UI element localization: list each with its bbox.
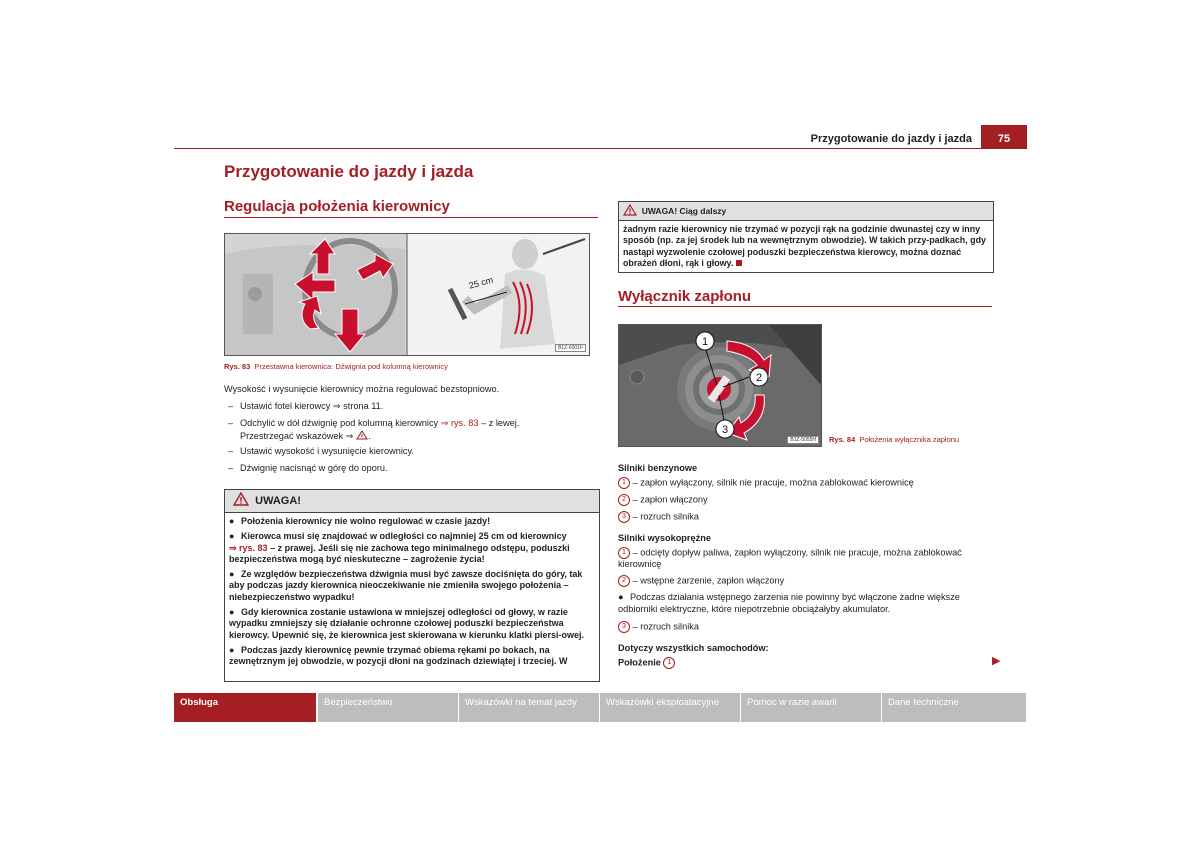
- dash: –: [228, 418, 234, 428]
- list-item-text: – rozruch silnika: [632, 621, 699, 632]
- step-text-part: Przestrzegać wskazówek ⇒: [240, 430, 356, 441]
- caption-text: Przestawna kierownica: Dźwignia pod kolumną kierownicy: [254, 362, 448, 371]
- list-item: [618, 621, 998, 633]
- section-rule: [224, 217, 598, 218]
- list-item-text: – zapłon włączony: [632, 494, 708, 505]
- warning-bullet-text: – z prawej. Jeśli się nie zachowa tego minimalnego odstępu, poduszki bezpieczeństwa mogą być nieskuteczne – zagrożenie życia!: [229, 542, 570, 564]
- warning-title: UWAGA!: [255, 495, 301, 507]
- footer-tab-pomoc[interactable]: Pomoc w razie awarii: [741, 693, 881, 722]
- step-text: Ustawić wysokość i wysunięcie kierownicy.: [240, 446, 414, 456]
- list-item: [618, 547, 996, 571]
- running-title: Przygotowanie do jazdy i jazda: [810, 133, 972, 145]
- list-item: [618, 511, 998, 523]
- page-number: 75: [981, 125, 1027, 149]
- step-text: Dźwignię nacisnąć w górę do oporu.: [240, 463, 388, 473]
- figure-link[interactable]: ⇒ rys. 83: [440, 418, 479, 428]
- caption-label: Rys. 83: [224, 362, 251, 371]
- warning-bullet-text: Gdy kierownica zostanie ustawiona w mniejszej odległości od głowy, w razie wypadku zmniejszy się działanie ochronne czołowej poduszki bezpieczeństwa kierowcy. Upewnić się, że kierownica jest skierowana w kierunku klatki piersi-owej.: [229, 607, 584, 640]
- figure-caption-84: [829, 435, 959, 444]
- footer-tab-obsluga[interactable]: Obsługa: [174, 693, 316, 722]
- dash: –: [228, 446, 234, 456]
- figure-ignition-switch: [618, 324, 822, 447]
- warning-header: [225, 490, 599, 513]
- steering-illustration: [225, 234, 589, 355]
- ignition-illustration: [619, 325, 821, 446]
- warning-text: żadnym razie kierownicy nie trzymać w pozycji rąk na godzinie dwunastej czy w inny sposób (np. za jej środek lub na wewnętrznym obwodzie). W takich przy-padkach, gdy nastąpi wyzwolenie czołowej poduszki bezpieczeństwa kierowcy, można doznać obrażeń dłoni, rąk i głowy.: [623, 224, 986, 269]
- position-badge: 3: [618, 511, 630, 523]
- list-item-text: – odcięty dopływ paliwa, zapłon wyłączony, silnik nie pracuje, można zablokować kierownicę: [618, 547, 962, 569]
- position-line: [618, 657, 998, 669]
- warning-continued-box: [618, 201, 994, 273]
- marker-2: 2: [755, 372, 763, 384]
- figure-caption-83: [224, 362, 448, 371]
- position-badge: 2: [618, 494, 630, 506]
- dash: –: [228, 401, 234, 411]
- caption-text: Położenia wyłącznika zapłonu: [859, 435, 960, 444]
- warning-bullet: ● Gdy kierownica zostanie ustawiona w mniejszej odległości od głowy, w razie wypadku zmniejszy się działanie ochronne czołowej poduszki bezpieczeństwa kierowcy. Upewnić się, że kierownica jest skierowana w kierunku klatki piersi-owej.: [229, 607, 584, 640]
- marker-3: 3: [721, 424, 729, 436]
- list-item-text: – wstępne żarzenie, zapłon włączony: [632, 575, 785, 586]
- list-item-text: – zapłon wyłączony, silnik nie pracuje, można zablokować kierownicę: [632, 477, 914, 488]
- continue-arrow-icon[interactable]: ▶: [992, 655, 1001, 667]
- glow-note: ● Podczas działania wstępnego żarzenia nie powinny być włączone żadne większe odbiorniki elektryczne, które niepotrzebnie obciążałyby akumulator.: [618, 592, 960, 614]
- glow-note-text: Podczas działania wstępnego żarzenia nie powinny być włączone żadne większe odbiorniki elektryczne, które niepotrzebnie obciążałyby akumulator.: [618, 592, 960, 614]
- warning-bullet-text: Podczas jazdy kierownicę pewnie trzymać obiema rękami po bokach, na zewnętrznym jej obwodzie, w pozycji dłoni na godzinach dziewiątej i trzeciej. W: [229, 644, 568, 667]
- marker-1: 1: [701, 336, 709, 348]
- position-badge: 1: [618, 477, 630, 489]
- header-rule: [174, 148, 1026, 149]
- position-badge: 1: [618, 547, 630, 559]
- list-item: [618, 494, 998, 506]
- step-text-part: .: [367, 430, 371, 441]
- page-title: Przygotowanie do jazdy i jazda: [224, 162, 474, 181]
- warning-title: UWAGA! Ciąg dalszy: [641, 206, 727, 216]
- list-item: [618, 477, 998, 489]
- position-badge: 1: [663, 657, 675, 669]
- warning-bullet: ● Kierowca musi się znajdować w odległości co najmniej 25 cm od kierownicy ⇒ rys. 83 – z prawej. Jeśli się nie zachowa tego minimalnego odstępu, poduszki bezpieczeństwa mogą być nieskuteczne – zagrożenie życia!: [229, 531, 570, 564]
- step-item: [228, 418, 588, 442]
- section-title-steering: Regulacja położenia kierownicy: [224, 198, 450, 215]
- list-item: [618, 575, 998, 587]
- position-label: Położenie: [618, 657, 661, 668]
- footer-tab-wskazowki-eksploatacyjne[interactable]: Wskazówki eksploatacyjne: [600, 693, 740, 722]
- footer-tab-bezpieczenstwo[interactable]: Bezpieczeństwo: [318, 693, 458, 722]
- step-text-part: – z lewej.: [478, 418, 520, 428]
- all-cars-title: Dotyczy wszystkich samochodów:: [618, 643, 769, 653]
- warning-bullet: ● Ze względów bezpieczeństwa dźwignia musi być zawsze dociśnięta do góry, tak aby podczas jazdy kierownica nieoczekiwanie nie zmieniła swojego położenia – niebezpieczeństwo wypadku!: [229, 569, 583, 602]
- warning-icon: [623, 204, 637, 216]
- warning-body: [619, 221, 993, 270]
- dash: –: [228, 463, 234, 473]
- warning-bullet: ● Podczas jazdy kierownicę pewnie trzymać obiema rękami po bokach, na zewnętrznym jej obwodzie, w pozycji dłoni na godzinach dziewiątej i trzeciej. W: [229, 644, 568, 667]
- section-rule: [618, 306, 992, 307]
- footer-tab-dane-techniczne[interactable]: Dane techniczne: [882, 693, 1026, 722]
- warning-bullet-text: Ze względów bezpieczeństwa dźwignia musi być zawsze dociśnięta do góry, tak aby podczas jazdy kierownica nieoczekiwanie nie zmieniła swojego położenia – niebezpieczeństwo wypadku!: [229, 569, 583, 602]
- figure-steering-adjustment: [224, 233, 590, 356]
- warning-bullet-text: Kierowca musi się znajdować w odległości co najmniej 25 cm od kierownicy: [241, 531, 567, 542]
- end-marker: [736, 260, 742, 266]
- list-item-text: – rozruch silnika: [632, 511, 699, 522]
- figure-link[interactable]: ⇒ rys. 83: [229, 542, 268, 553]
- warning-body: [225, 513, 599, 668]
- warning-bullet: ● Położenia kierownicy nie wolno regulować w czasie jazdy!: [229, 516, 491, 526]
- footer-tab-wskazowki-jazdy[interactable]: Wskazówki na temat jazdy: [459, 693, 599, 722]
- diesel-engines-title: Silniki wysokoprężne: [618, 533, 711, 543]
- position-badge: 3: [618, 621, 630, 633]
- step-text: [240, 418, 580, 442]
- distance-label: 25 cm: [467, 274, 495, 291]
- figure-code: B1Z-5055H: [787, 436, 819, 444]
- section-title-ignition: Wyłącznik zapłonu: [618, 288, 752, 305]
- position-badge: 2: [618, 575, 630, 587]
- caption-label: Rys. 84: [829, 435, 856, 444]
- warning-box: [224, 489, 600, 682]
- warning-icon: [233, 492, 249, 506]
- figure-code: B1Z-6001F: [555, 344, 586, 352]
- warning-header: [619, 202, 993, 221]
- warning-bullet-text: Położenia kierownicy nie wolno regulować w czasie jazdy!: [241, 516, 491, 526]
- warning-icon[interactable]: [356, 430, 368, 440]
- step-text-part: Odchylić w dół dźwignię pod kolumną kierownicy: [240, 418, 441, 428]
- intro-text: Wysokość i wysunięcie kierownicy można regulować bezstopniowo.: [224, 384, 500, 394]
- step-text: Ustawić fotel kierowcy ⇒ strona 11.: [240, 401, 384, 411]
- petrol-engines-title: Silniki benzynowe: [618, 463, 698, 473]
